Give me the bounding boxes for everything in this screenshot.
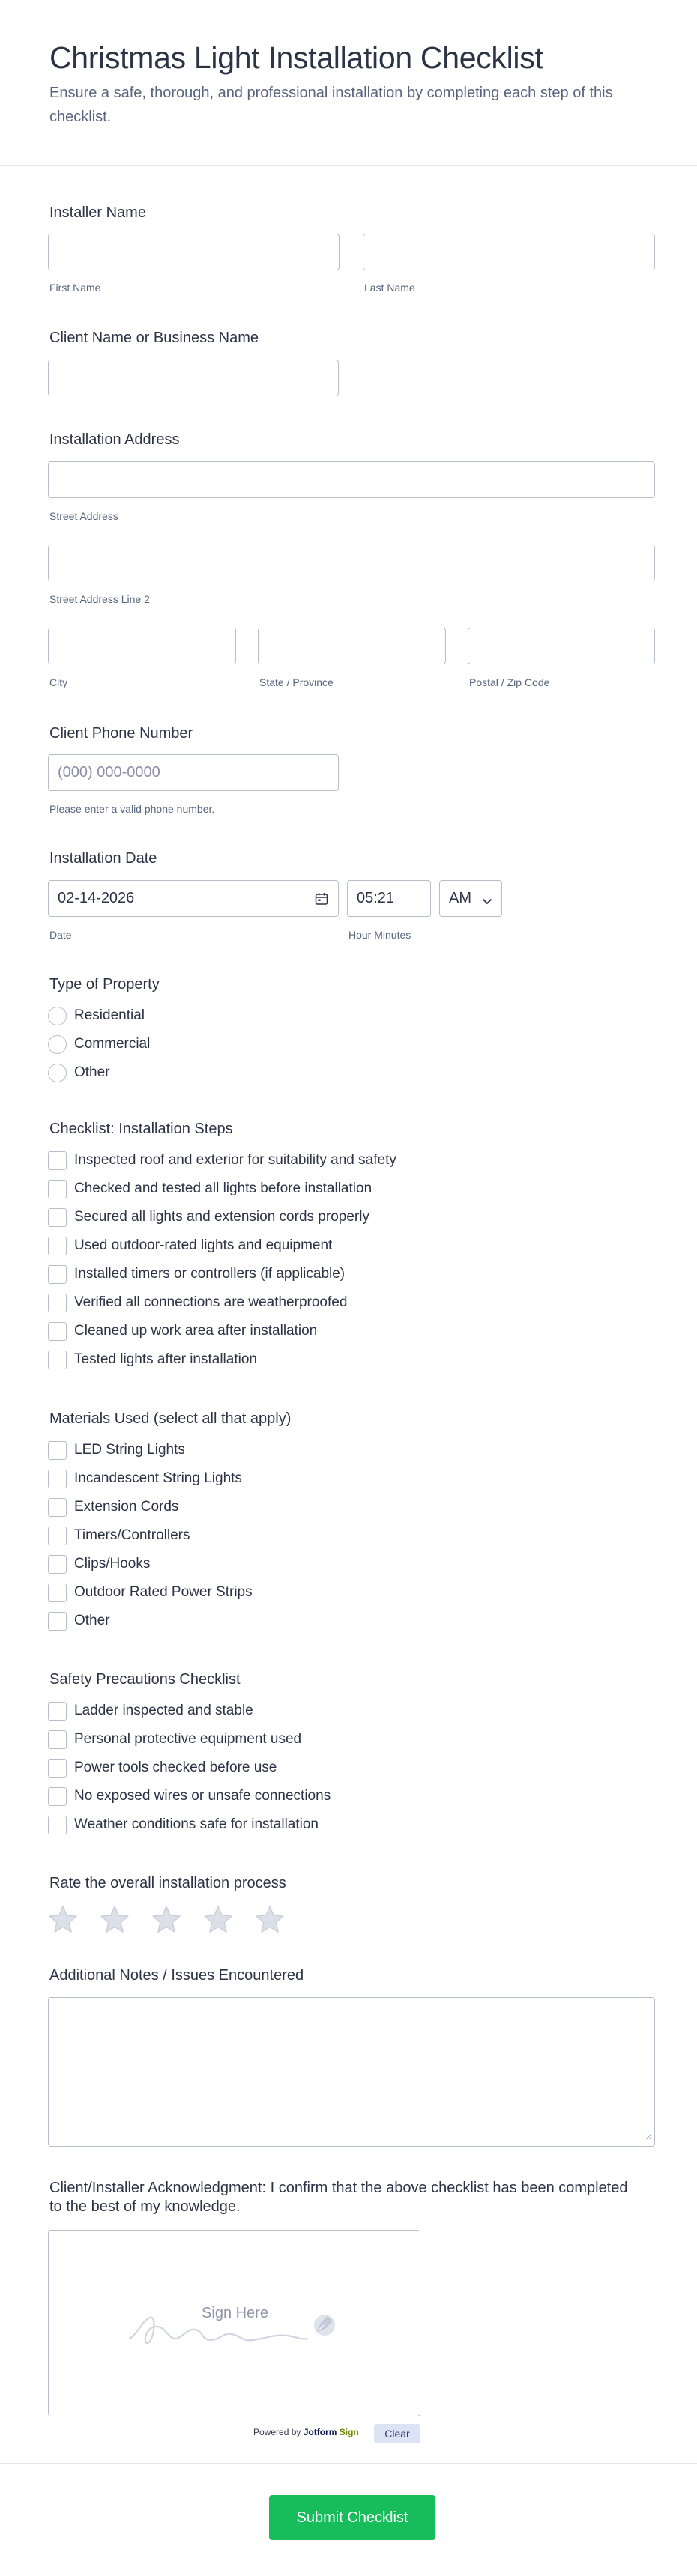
checkbox[interactable] xyxy=(48,1237,67,1255)
checkbox-option[interactable] xyxy=(48,1260,396,1288)
form-header xyxy=(0,0,697,166)
checkbox-label: Installed timers or controllers (if applicable) xyxy=(74,1266,346,1282)
client-name-input[interactable] xyxy=(48,360,339,396)
zip-sublabel: Postal / Zip Code xyxy=(469,676,550,688)
last-name-input[interactable] xyxy=(363,234,655,270)
date-input[interactable] xyxy=(48,880,339,917)
time-sublabel: Hour Minutes xyxy=(348,929,411,941)
checkbox-option[interactable] xyxy=(48,1175,396,1203)
checkbox-option[interactable] xyxy=(48,1754,331,1782)
safety-options xyxy=(48,1697,331,1839)
checkbox-option[interactable] xyxy=(48,1810,331,1839)
city-sublabel: City xyxy=(49,676,68,688)
sign-here-placeholder: Sign Here xyxy=(202,2305,268,2321)
resize-handle-icon[interactable] xyxy=(645,2130,652,2144)
checkbox-label: Power tools checked before use xyxy=(74,1760,277,1775)
checkbox[interactable] xyxy=(48,1265,67,1284)
street-address-2-input[interactable] xyxy=(48,545,655,581)
star-icon[interactable] xyxy=(99,1904,130,1936)
street-address-input[interactable] xyxy=(48,461,655,498)
date-sublabel: Date xyxy=(49,929,72,941)
ampm-value: AM xyxy=(449,890,471,906)
time-input[interactable] xyxy=(347,880,431,917)
property-type-label: Type of Property xyxy=(49,976,160,992)
checkbox-label: Cleaned up work area after installation xyxy=(74,1323,318,1339)
zip-input[interactable] xyxy=(468,628,655,664)
checkbox-option[interactable] xyxy=(48,1493,253,1521)
notes-textarea[interactable] xyxy=(48,1997,655,2147)
city-input[interactable] xyxy=(48,628,236,664)
checkbox-label: Secured all lights and extension cords properly xyxy=(74,1209,369,1225)
star-icon[interactable] xyxy=(202,1904,234,1936)
rating-label: Rate the overall installation process xyxy=(49,1875,286,1891)
star-icon[interactable] xyxy=(47,1904,79,1936)
star-icon[interactable] xyxy=(254,1904,286,1936)
checkbox-option[interactable] xyxy=(48,1345,396,1374)
radio-option-other[interactable] xyxy=(48,1058,150,1087)
checkbox[interactable] xyxy=(48,1584,67,1602)
checkbox-label: Other xyxy=(74,1613,110,1628)
checkbox-label: Weather conditions safe for installation xyxy=(74,1816,319,1832)
submit-button[interactable]: Submit Checklist xyxy=(269,2495,435,2540)
radio-label: Other xyxy=(74,1064,110,1080)
checkbox[interactable] xyxy=(48,1294,67,1312)
phone-label: Client Phone Number xyxy=(49,725,193,742)
checkbox[interactable] xyxy=(48,1322,67,1341)
checkbox-option[interactable] xyxy=(48,1521,253,1550)
acknowledgment-label: Client/Installer Acknowledgment: I confirm that the above checklist has been completed to the best of my knowledge. xyxy=(49,2180,628,2215)
checkbox-option[interactable] xyxy=(48,1436,253,1464)
footer-divider xyxy=(0,2463,697,2464)
checkbox-option[interactable] xyxy=(48,1203,396,1231)
checkbox-label: No exposed wires or unsafe connections xyxy=(74,1788,331,1804)
radio-label: Commercial xyxy=(74,1036,151,1052)
checkbox-label: Checked and tested all lights before installation xyxy=(74,1181,372,1196)
form-title: Christmas Light Installation Checklist xyxy=(49,40,543,75)
checkbox[interactable] xyxy=(48,1787,67,1806)
property-type-options xyxy=(48,1001,150,1087)
checkbox[interactable] xyxy=(48,1351,67,1369)
materials-options xyxy=(48,1436,253,1635)
form-subtitle: Ensure a safe, thorough, and professional installation by completing each step of this checklist. xyxy=(49,85,613,125)
state-input[interactable] xyxy=(258,628,446,664)
ampm-select[interactable] xyxy=(439,880,502,917)
checkbox-label: Timers/Controllers xyxy=(74,1527,190,1543)
checkbox[interactable] xyxy=(48,1151,67,1170)
checkbox-label: Outdoor Rated Power Strips xyxy=(74,1584,253,1600)
radio-label: Residential xyxy=(74,1007,145,1023)
checkbox-label: Extension Cords xyxy=(74,1499,179,1515)
installer-name-label: Installer Name xyxy=(49,204,146,221)
checkbox-label: Inspected roof and exterior for suitability and safety xyxy=(74,1152,396,1168)
first-name-input[interactable] xyxy=(48,234,340,270)
checkbox-option[interactable] xyxy=(48,1317,396,1345)
checkbox-label: Tested lights after installation xyxy=(74,1351,257,1367)
checkbox[interactable] xyxy=(48,1759,67,1778)
checkbox[interactable] xyxy=(48,1208,67,1227)
client-name-label: Client Name or Business Name xyxy=(49,330,259,346)
first-name-sublabel: First Name xyxy=(49,282,101,294)
checkbox-label: Personal protective equipment used xyxy=(74,1731,302,1747)
checkbox-label: LED String Lights xyxy=(74,1442,185,1458)
powered-by-text xyxy=(253,2427,359,2437)
checkbox-option[interactable] xyxy=(48,1725,331,1754)
last-name-sublabel: Last Name xyxy=(364,282,415,294)
materials-label: Materials Used (select all that apply) xyxy=(49,1410,292,1427)
address-label: Installation Address xyxy=(49,431,180,448)
checkbox-option[interactable] xyxy=(48,1146,396,1175)
checkbox-label: Used outdoor-rated lights and equipment xyxy=(74,1237,333,1253)
radio-option-commercial[interactable] xyxy=(48,1030,150,1058)
sign-brand: Sign xyxy=(339,2427,359,2437)
checkbox-label: Clips/Hooks xyxy=(74,1556,151,1572)
checkbox[interactable] xyxy=(48,1498,67,1517)
date-label: Installation Date xyxy=(49,850,157,867)
chevron-down-icon xyxy=(482,895,492,909)
powered-by-label: Powered by xyxy=(253,2427,301,2437)
street-address-2-sublabel: Street Address Line 2 xyxy=(49,593,150,605)
jotform-brand: Jotform xyxy=(303,2427,337,2437)
steps-options xyxy=(48,1146,396,1374)
star-icon[interactable] xyxy=(151,1904,182,1936)
checkbox[interactable] xyxy=(48,1441,67,1460)
time-value: 05:21 xyxy=(357,890,395,906)
radio-button[interactable] xyxy=(48,1007,67,1025)
safety-label: Safety Precautions Checklist xyxy=(49,1671,241,1688)
checkbox-option[interactable] xyxy=(48,1782,331,1810)
phone-placeholder: (000) 000-0000 xyxy=(58,764,160,781)
checkbox[interactable] xyxy=(48,1180,67,1198)
checkbox-label: Incandescent String Lights xyxy=(74,1470,242,1486)
notes-label: Additional Notes / Issues Encountered xyxy=(49,1967,304,1983)
checkbox-label: Ladder inspected and stable xyxy=(74,1703,253,1718)
phone-hint: Please enter a valid phone number. xyxy=(49,803,215,815)
star-rating xyxy=(47,1904,306,1939)
street-address-sublabel: Street Address xyxy=(49,510,118,522)
checkbox[interactable] xyxy=(48,1470,67,1488)
checkbox-label: Verified all connections are weatherproofed xyxy=(74,1294,348,1310)
clear-signature-button[interactable]: Clear xyxy=(374,2424,420,2443)
checkbox[interactable] xyxy=(48,1527,67,1545)
phone-input[interactable] xyxy=(48,754,339,791)
checkbox[interactable] xyxy=(48,1702,67,1721)
date-value: 02-14-2026 xyxy=(58,890,135,906)
checkbox-option[interactable] xyxy=(48,1231,396,1260)
checkbox[interactable] xyxy=(48,1555,67,1574)
state-sublabel: State / Province xyxy=(259,676,334,688)
steps-label: Checklist: Installation Steps xyxy=(49,1121,233,1137)
signature-pad[interactable] xyxy=(48,2230,420,2416)
checkbox[interactable] xyxy=(48,1730,67,1749)
checkbox-option[interactable] xyxy=(48,1288,396,1317)
checkbox-option[interactable] xyxy=(48,1550,253,1578)
signature-scribble-icon xyxy=(49,2231,421,2417)
checkbox-option[interactable] xyxy=(48,1607,253,1635)
checkbox[interactable] xyxy=(48,1816,67,1834)
radio-option-residential[interactable] xyxy=(48,1001,150,1030)
checkbox-option[interactable] xyxy=(48,1697,331,1725)
checkbox-option[interactable] xyxy=(48,1578,253,1607)
radio-button[interactable] xyxy=(48,1064,67,1082)
radio-button[interactable] xyxy=(48,1035,67,1054)
checkbox[interactable] xyxy=(48,1612,67,1631)
checkbox-option[interactable] xyxy=(48,1464,253,1493)
calendar-icon[interactable] xyxy=(315,892,328,909)
